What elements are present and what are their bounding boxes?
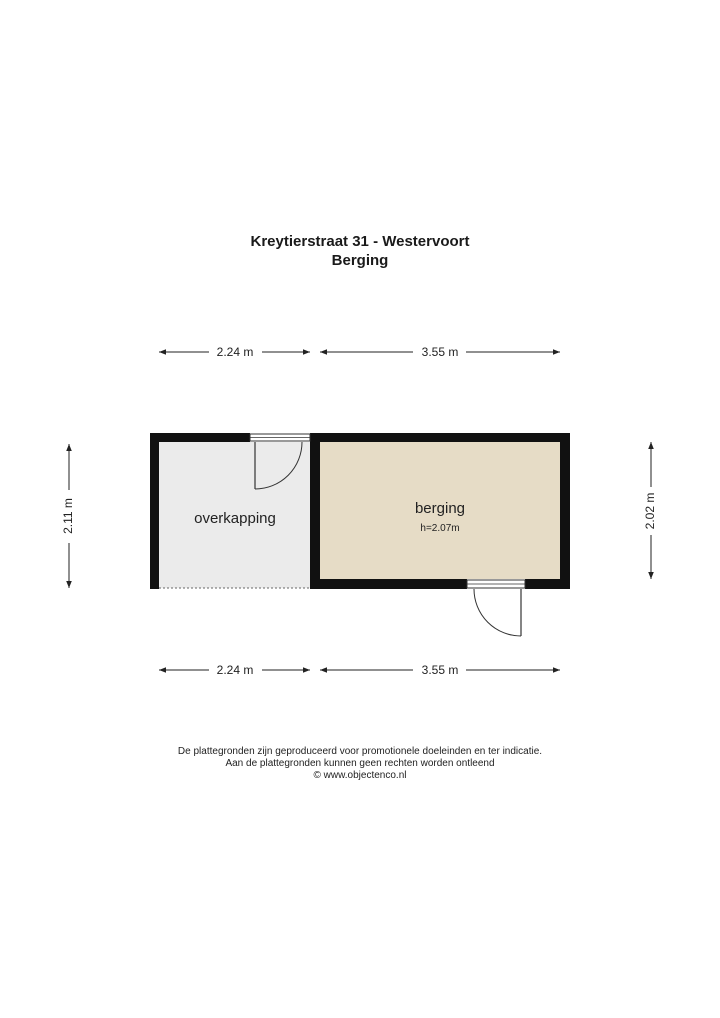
dimension-top-left <box>159 345 310 359</box>
wall-top-left <box>150 433 250 442</box>
dimension-bottom-right <box>320 663 560 677</box>
copyright-line: © www.objectenco.nl <box>313 770 407 781</box>
dimension-label: 2.11 m <box>61 498 76 534</box>
plan-title-address: Kreytierstraat 31 - Westervoort <box>250 233 470 250</box>
wall-top-right <box>310 433 570 442</box>
wall-bottom-left <box>310 579 467 589</box>
wall-bottom-right <box>525 579 570 589</box>
dimension-label: 2.02 m <box>643 492 658 530</box>
wall-middle <box>310 433 320 589</box>
dimension-label: 3.55 m <box>421 663 459 677</box>
room-height-berging: h=2.07m <box>420 523 460 534</box>
dimension-left <box>61 444 75 588</box>
disclaimer-line-2: Aan de plattegronden kunnen geen rechten worden ontleend <box>225 758 495 769</box>
room-label-berging: berging <box>414 500 466 517</box>
dimension-label: 2.24 m <box>216 663 254 677</box>
plan-title-level: Berging <box>331 252 389 269</box>
dimension-bottom-left <box>159 663 310 677</box>
dimension-label: 2.24 m <box>216 345 254 359</box>
wall-right <box>560 433 570 589</box>
room-label-overkapping: overkapping <box>194 510 276 527</box>
dimension-right <box>643 442 657 579</box>
wall-left <box>150 433 159 589</box>
disclaimer-line-1: De plattegronden zijn geproduceerd voor promotionele doeleinden en ter indicatie. <box>177 746 543 757</box>
door-bottom <box>467 580 525 636</box>
dimension-top-right <box>320 345 560 359</box>
dimension-label: 3.55 m <box>421 345 459 359</box>
